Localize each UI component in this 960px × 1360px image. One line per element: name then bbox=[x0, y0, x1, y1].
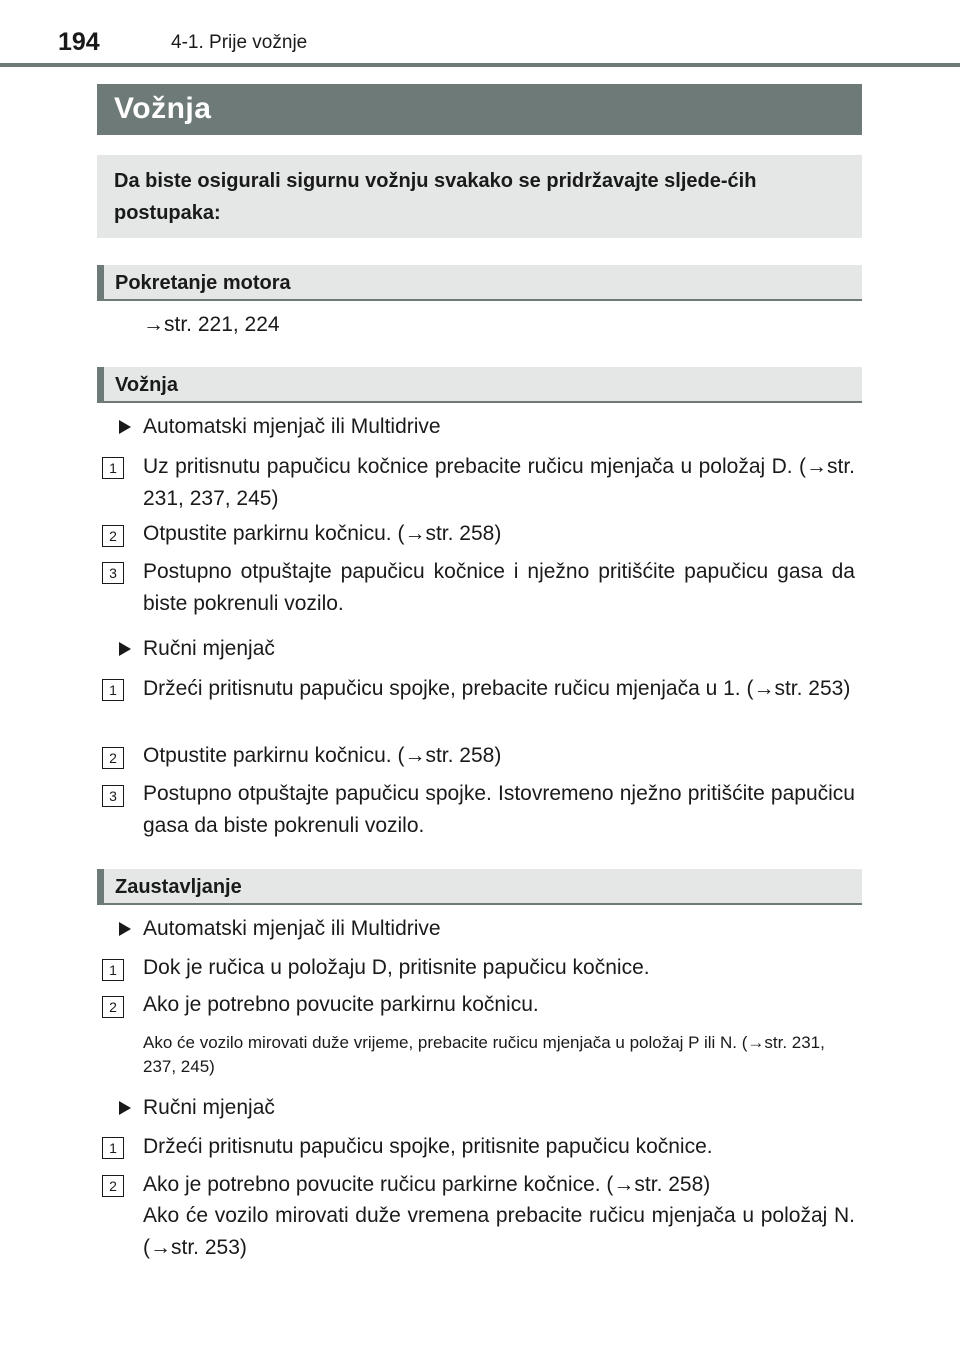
subheading: Automatski mjenjač ili Multidrive bbox=[143, 415, 441, 438]
subheading: Ručni mjenjač bbox=[143, 637, 275, 660]
page-reference-link[interactable]: →str. 221, 224 bbox=[143, 313, 280, 336]
page-header bbox=[0, 0, 960, 68]
page-title-bar bbox=[97, 84, 862, 135]
step-number-badge: 3 bbox=[102, 562, 124, 584]
subheading: Ručni mjenjač bbox=[143, 1096, 275, 1119]
step-number-badge: 3 bbox=[102, 785, 124, 807]
step-number-badge: 1 bbox=[102, 1137, 124, 1159]
step-number-badge: 1 bbox=[102, 959, 124, 981]
step-text: Otpustite parkirnu kočnicu. (→str. 258) bbox=[143, 522, 502, 545]
section-title: Pokretanje motora bbox=[115, 272, 291, 294]
header-divider bbox=[0, 63, 960, 67]
section-title: Zaustavljanje bbox=[115, 876, 242, 898]
page-number: 194 bbox=[58, 28, 100, 56]
step-number-badge: 2 bbox=[102, 525, 124, 547]
step-continuation-text: Ako će vozilo mirovati duže vremena prebacite ručicu mjenjača u položaj N. (→str. 253) bbox=[143, 1204, 855, 1259]
step-text: Otpustite parkirnu kočnicu. (→str. 258) bbox=[143, 744, 502, 767]
triangle-bullet-icon bbox=[119, 642, 131, 656]
intro-text: Da biste osigurali sigurnu vožnju svakako se pridržavajte sljede-ćih postupaka: bbox=[114, 170, 757, 224]
note-text: Ako će vozilo mirovati duže vrijeme, prebacite ručicu mjenjača u položaj P ili N. (→str. 231, 237, 245) bbox=[143, 1033, 825, 1076]
step-number-badge: 2 bbox=[102, 1175, 124, 1197]
step-number-badge: 2 bbox=[102, 996, 124, 1018]
section-header-driving bbox=[97, 367, 862, 403]
subheading: Automatski mjenjač ili Multidrive bbox=[143, 917, 441, 940]
intro-box bbox=[97, 155, 862, 238]
section-title: Vožnja bbox=[115, 374, 178, 396]
step-text: Postupno otpuštajte papučicu spojke. Istovremeno nježno pritišćite papučicu gasa da biste pokrenuli vozilo. bbox=[143, 782, 855, 837]
triangle-bullet-icon bbox=[119, 922, 131, 936]
step-number-badge: 1 bbox=[102, 457, 124, 479]
section-header-stopping bbox=[97, 869, 862, 905]
step-text: Ako je potrebno povucite parkirnu kočnicu. bbox=[143, 993, 539, 1016]
step-number-badge: 2 bbox=[102, 747, 124, 769]
triangle-bullet-icon bbox=[119, 420, 131, 434]
step-text: Dok je ručica u položaju D, pritisnite papučicu kočnice. bbox=[143, 956, 650, 979]
step-text: Držeći pritisnutu papučicu spojke, prebacite ručicu mjenjača u 1. (→str. 253) bbox=[143, 677, 851, 700]
step-number-badge: 1 bbox=[102, 679, 124, 701]
step-text: Uz pritisnutu papučicu kočnice prebacite ručicu mjenjača u položaj D. (→str. 231, 237, 245) bbox=[143, 455, 855, 510]
step-text: Postupno otpuštajte papučicu kočnice i nježno pritišćite papučicu gasa da biste pokrenuli vozilo. bbox=[143, 560, 855, 615]
step-text: Držeći pritisnutu papučicu spojke, pritisnite papučicu kočnice. bbox=[143, 1135, 713, 1158]
section-header-start bbox=[97, 265, 862, 301]
page-title: Vožnja bbox=[114, 92, 212, 125]
triangle-bullet-icon bbox=[119, 1101, 131, 1115]
step-text: Ako je potrebno povucite ručicu parkirne kočnice. (→str. 258) bbox=[143, 1173, 711, 1196]
breadcrumb: 4-1. Prije vožnje bbox=[171, 32, 308, 53]
